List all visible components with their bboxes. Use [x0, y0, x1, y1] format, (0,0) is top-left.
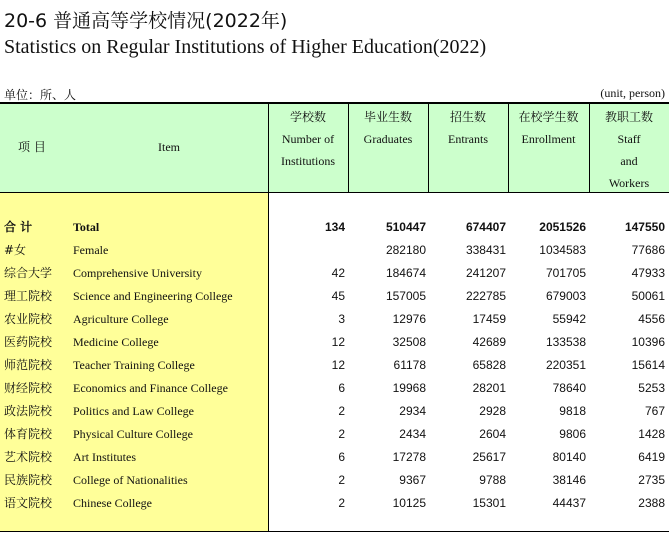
- header-item-chinese: 项 目: [18, 140, 46, 154]
- row-label-english: Teacher Training College: [73, 358, 195, 372]
- graduates-cell: 9367: [399, 473, 426, 487]
- row-label-english: Comprehensive University: [73, 266, 202, 280]
- header-graduates-cn: 毕业生数: [363, 110, 412, 124]
- institutions-cell: 2: [338, 404, 345, 418]
- header-institutions-en-1: Number of: [281, 132, 335, 146]
- staff-cell: 147550: [624, 220, 665, 234]
- enrollment-cell: 133538: [545, 335, 586, 349]
- staff-cell: 4556: [638, 312, 665, 326]
- enrollment-cell: 2051526: [539, 220, 586, 234]
- table-row: [0, 400, 669, 423]
- header-enrollment-cn: 在校学生数: [518, 110, 579, 124]
- staff-cell: 1428: [638, 427, 665, 441]
- entrants-cell: 338431: [465, 243, 506, 257]
- header-entrants-cn: 招生数: [449, 110, 486, 124]
- row-label-english: Chinese College: [73, 496, 152, 510]
- institutions-cell: 3: [338, 312, 345, 326]
- table-row: [0, 469, 669, 492]
- institutions-cell: 2: [338, 496, 345, 510]
- header-item-english: Item: [158, 140, 180, 154]
- row-label-english: College of Nationalities: [73, 473, 188, 487]
- row-label-english: Physical Culture College: [73, 427, 193, 441]
- staff-cell: 2735: [638, 473, 665, 487]
- entrants-cell: 222785: [465, 289, 506, 303]
- enrollment-cell: 9806: [559, 427, 586, 441]
- staff-cell: 5253: [638, 381, 665, 395]
- enrollment-cell: 55942: [552, 312, 586, 326]
- header-institutions-en-2: Institutions: [280, 154, 335, 168]
- entrants-cell: 15301: [472, 496, 506, 510]
- header-rule: [0, 192, 669, 193]
- header-staff-en-2: and: [620, 154, 638, 168]
- header-institutions-cn: 学校数: [289, 110, 326, 124]
- table-row: [0, 354, 669, 377]
- row-label-chinese: 体育院校: [4, 427, 53, 441]
- row-label-english: Economics and Finance College: [73, 381, 228, 395]
- staff-cell: 10396: [631, 335, 665, 349]
- row-label-chinese: 艺术院校: [4, 450, 53, 464]
- enrollment-cell: 9818: [559, 404, 586, 418]
- entrants-cell: 674407: [465, 220, 506, 234]
- header-staff-cn: 教职工数: [604, 110, 653, 124]
- graduates-cell: 17278: [392, 450, 426, 464]
- unit-label-chinese: 单位：所、人: [4, 88, 77, 102]
- row-label-chinese: 医药院校: [4, 335, 53, 349]
- row-label-chinese: 民族院校: [4, 473, 53, 487]
- header-graduates-en: Graduates: [363, 132, 413, 146]
- staff-cell: 2388: [638, 496, 665, 510]
- table-row: [0, 331, 669, 354]
- graduates-cell: 32508: [392, 335, 426, 349]
- table-row: [0, 239, 669, 262]
- row-label-chinese: 农业院校: [4, 312, 53, 326]
- row-label-chinese: 语文院校: [4, 496, 53, 510]
- institutions-cell: 6: [338, 381, 345, 395]
- entrants-cell: 25617: [472, 450, 506, 464]
- institutions-cell: 2: [338, 427, 345, 441]
- row-label-english: Medicine College: [73, 335, 159, 349]
- header-staff-en-3: Workers: [608, 176, 650, 190]
- graduates-cell: 282180: [385, 243, 426, 257]
- institutions-cell: 45: [331, 289, 345, 303]
- row-label-english: Science and Engineering College: [73, 289, 233, 303]
- graduates-cell: 157005: [385, 289, 426, 303]
- row-label-chinese: 师范院校: [4, 358, 53, 372]
- institutions-cell: 42: [331, 266, 345, 280]
- entrants-cell: 65828: [472, 358, 506, 372]
- table-row: [0, 216, 669, 239]
- row-label-chinese: #女: [4, 243, 27, 257]
- row-label-chinese: 合 计: [4, 220, 33, 234]
- header-entrants: [428, 104, 508, 192]
- table-row: [0, 377, 669, 400]
- staff-cell: 47933: [631, 266, 665, 280]
- entrants-cell: 241207: [465, 266, 506, 280]
- header-entrants-en: Entrants: [448, 132, 488, 146]
- graduates-cell: 2934: [399, 404, 426, 418]
- row-label-english: Politics and Law College: [73, 404, 194, 418]
- institutions-cell: 12: [331, 358, 345, 372]
- graduates-cell: 61178: [393, 358, 426, 372]
- table-row: [0, 308, 669, 331]
- institutions-cell: 6: [338, 450, 345, 464]
- graduates-cell: 12976: [392, 312, 426, 326]
- staff-cell: 15614: [631, 358, 665, 372]
- enrollment-cell: 701705: [545, 266, 586, 280]
- enrollment-cell: 679003: [545, 289, 586, 303]
- bottom-rule: [0, 531, 669, 532]
- table-row: [0, 262, 669, 285]
- enrollment-cell: 78640: [552, 381, 586, 395]
- enrollment-cell: 1034583: [539, 243, 586, 257]
- graduates-cell: 19968: [392, 381, 426, 395]
- row-label-chinese: 政法院校: [4, 404, 53, 418]
- entrants-cell: 9788: [479, 473, 506, 487]
- table-row: [0, 423, 669, 446]
- page-title-chinese: 20-6 普通高等学校情况(2022年): [4, 10, 288, 32]
- row-label-english: Total: [73, 220, 100, 234]
- header-staff-en-1: Staff: [617, 132, 641, 146]
- row-label-chinese: 理工院校: [4, 289, 53, 303]
- row-label-chinese: 财经院校: [4, 381, 53, 395]
- entrants-cell: 17459: [472, 312, 506, 326]
- header-graduates: [348, 104, 428, 192]
- staff-cell: 77686: [631, 243, 665, 257]
- staff-cell: 767: [644, 404, 665, 418]
- graduates-cell: 184674: [385, 266, 426, 280]
- header-staff: [589, 104, 669, 192]
- institutions-cell: 134: [324, 220, 345, 234]
- entrants-cell: 28201: [472, 381, 506, 395]
- table-row: [0, 285, 669, 308]
- graduates-cell: 510447: [385, 220, 426, 234]
- graduates-cell: 10125: [392, 496, 426, 510]
- row-label-english: Agriculture College: [73, 312, 169, 326]
- institutions-cell: 12: [331, 335, 345, 349]
- enrollment-cell: 80140: [552, 450, 586, 464]
- staff-cell: 6419: [638, 450, 665, 464]
- row-label-chinese: 综合大学: [4, 266, 53, 280]
- header-institutions: [268, 104, 348, 192]
- graduates-cell: 2434: [399, 427, 426, 441]
- header-enrollment-en: Enrollment: [521, 132, 576, 146]
- entrants-cell: 2604: [479, 427, 506, 441]
- institutions-cell: 2: [338, 473, 345, 487]
- table-row: [0, 446, 669, 469]
- staff-cell: 50061: [631, 289, 665, 303]
- enrollment-cell: 44437: [552, 496, 586, 510]
- row-label-english: Female: [73, 243, 109, 257]
- enrollment-cell: 38146: [552, 473, 586, 487]
- entrants-cell: 42689: [472, 335, 506, 349]
- header-enrollment: [508, 104, 589, 192]
- row-label-english: Art Institutes: [73, 450, 136, 464]
- entrants-cell: 2928: [479, 404, 506, 418]
- table-row: [0, 492, 669, 515]
- page-title-english: Statistics on Regular Institutions of Higher Education(2022): [4, 36, 487, 58]
- enrollment-cell: 220351: [545, 358, 586, 372]
- unit-label-english: (unit, person): [600, 86, 665, 100]
